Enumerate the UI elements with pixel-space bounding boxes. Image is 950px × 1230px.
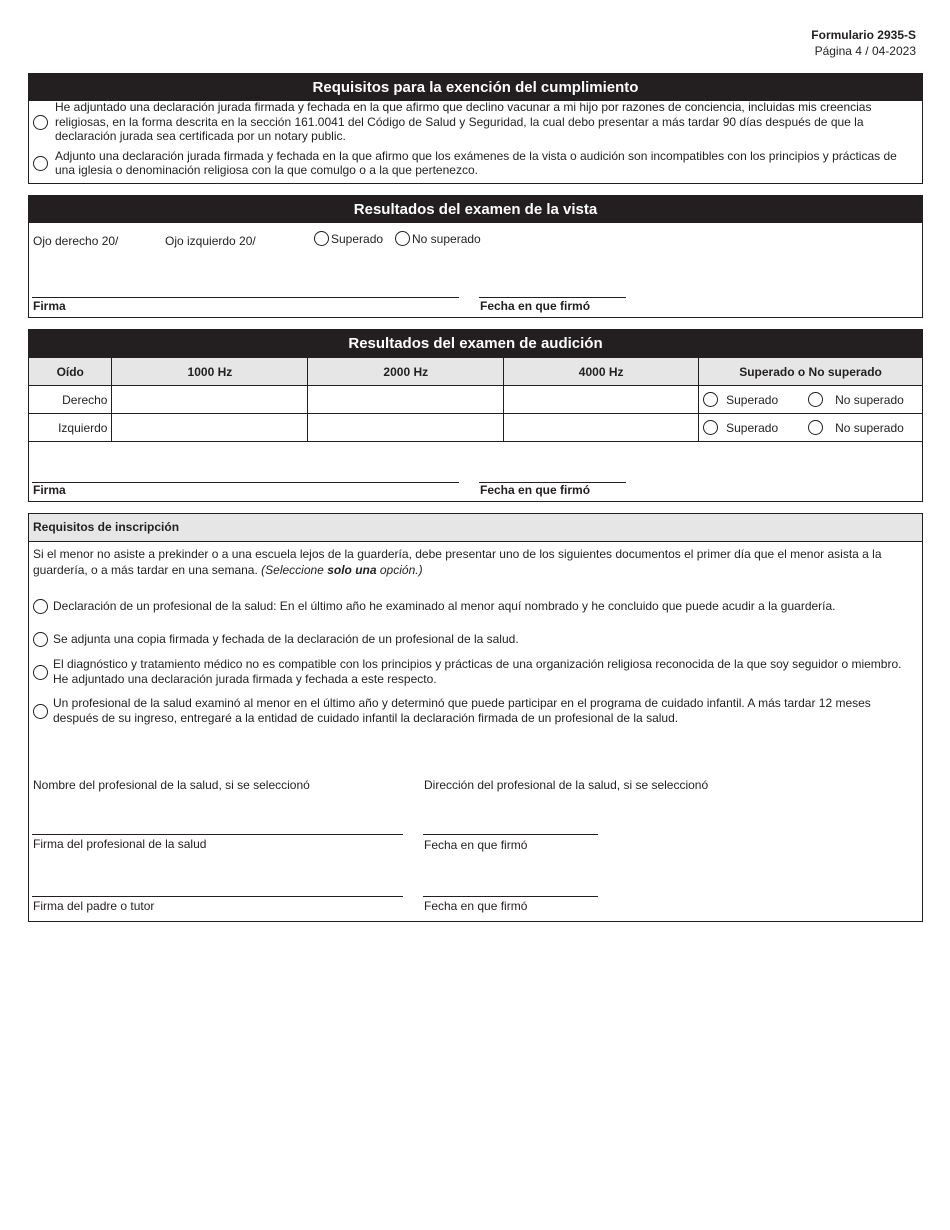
left-fail-option [808, 420, 904, 435]
vision-pass-option [314, 231, 383, 246]
right-ear-label: Derecho [29, 386, 112, 414]
exemption-option-conscience [33, 101, 918, 143]
professional-address-label: Dirección del profesional de la salud, si se seleccionó [424, 778, 709, 792]
left-pass-label: Superado [726, 420, 779, 435]
exemption-option-religious [33, 148, 918, 178]
hz1000-column-header: 1000 Hz [112, 358, 308, 386]
enrollment-deferred-radio[interactable] [33, 704, 48, 719]
left-fail-radio[interactable] [808, 420, 823, 435]
enrollment-option-deferred [33, 695, 914, 727]
enrollment-option-religious [33, 656, 914, 688]
professional-signature-line[interactable] [32, 834, 403, 835]
vision-section [28, 195, 923, 318]
enrollment-option-text: Declaración de un profesional de la salud: En el último año he examinado al menor aquí nombrado y he concluido que puede acudir a la guardería. [53, 598, 836, 613]
exemption-section [28, 73, 923, 184]
left-1000hz-cell[interactable] [112, 414, 308, 442]
right-2000hz-cell[interactable] [308, 386, 504, 414]
hearing-row-right [29, 386, 923, 414]
vision-fail-radio[interactable] [395, 231, 410, 246]
enrollment-intro-text: Si el menor no asiste a prekinder o a una escuela lejos de la guardería, debe presentar uno de los siguientes documentos el primer día que el menor asista a la guardería, o a más tardar en una semana. [33, 547, 882, 577]
right-result-cell [699, 386, 923, 414]
exemption-option-text: He adjuntado una declaración jurada firmada y fechada en la que afirmo que declino vacunar a mi hijo por razones de conciencia, incluidas mis creencias religiosas, en la forma descrita en la sección 161.0041 del Código de Salud y Seguridad, la cual debo presentar a más tardar 90 días después de que la declaración jurada sea certificada por un notary public. [55, 100, 872, 144]
hearing-signature-line[interactable] [32, 482, 459, 483]
vision-signature-line[interactable] [32, 297, 459, 298]
left-4000hz-cell[interactable] [504, 414, 699, 442]
vision-date-label: Fecha en que firmó [480, 299, 591, 313]
page-info: Página 4 / 04-2023 [814, 44, 916, 58]
right-4000hz-cell[interactable] [504, 386, 699, 414]
enrollment-option-text: Se adjunta una copia firmada y fechada de la declaración de un profesional de la salud. [53, 631, 519, 646]
hearing-table [29, 357, 923, 442]
right-pass-radio[interactable] [703, 392, 718, 407]
vision-signature-label: Firma [33, 299, 66, 313]
right-fail-label: No superado [835, 392, 904, 407]
enrollment-option-text: El diagnóstico y tratamiento médico no es compatible con los principios y prácticas de una organización religiosa reconocida de la que soy seguidor o miembro. He adjuntado una declaración jurada firmada y fechada a este respecto. [53, 657, 902, 686]
left-result-cell [699, 414, 923, 442]
ear-column-header: Oído [29, 358, 112, 386]
hearing-section [28, 329, 923, 502]
form-number: Formulario 2935-S [811, 28, 916, 42]
enrollment-copy-radio[interactable] [33, 632, 48, 647]
hearing-header-row [29, 358, 923, 386]
left-2000hz-cell[interactable] [308, 414, 504, 442]
enrollment-title: Requisitos de inscripción [29, 514, 922, 542]
professional-date-label: Fecha en que firmó [424, 838, 528, 852]
enrollment-option-text: Un profesional de la salud examinó al menor en el último año y determinó que puede participar en el programa de cuidado infantil. A más tardar 12 meses después de su ingreso, entregaré a la entidad de cuidado infantil la declaración firmada de un profesional de la salud. [53, 696, 871, 725]
hearing-date-label: Fecha en que firmó [480, 483, 591, 497]
result-column-header: Superado o No superado [699, 358, 923, 386]
exemption-title: Requisitos para la exención del cumplimiento [29, 74, 922, 101]
enrollment-intro [33, 547, 912, 578]
vision-pass-label: Superado [331, 231, 384, 246]
hearing-signature-label: Firma [33, 483, 66, 497]
professional-name-label: Nombre del profesional de la salud, si se seleccionó [33, 778, 310, 792]
left-pass-radio[interactable] [703, 420, 718, 435]
exemption-religious-radio[interactable] [33, 156, 48, 171]
vision-date-line[interactable] [479, 297, 626, 298]
right-fail-radio[interactable] [808, 392, 823, 407]
intro-note-pre: (Seleccione [261, 562, 328, 577]
left-ear-label: Izquierdo [29, 414, 112, 442]
parent-date-label: Fecha en que firmó [424, 899, 528, 913]
intro-note-post: opción.) [376, 562, 423, 577]
right-pass-label: Superado [726, 392, 779, 407]
parent-signature-line[interactable] [32, 896, 403, 897]
enrollment-statement-radio[interactable] [33, 599, 48, 614]
exemption-conscience-radio[interactable] [33, 115, 48, 130]
parent-date-line[interactable] [423, 896, 598, 897]
right-eye-label: Ojo derecho 20/ [33, 234, 119, 248]
exemption-option-text: Adjunto una declaración jurada firmada y fechada en la que afirmo que los exámenes de la vista o audición son incompatibles con los principios y prácticas de una iglesia o denominación religiosa con la que comulgo o a la que pertenezco. [55, 148, 897, 177]
vision-title: Resultados del examen de la vista [29, 196, 922, 223]
vision-fail-label: No superado [412, 231, 481, 246]
vision-pass-radio[interactable] [314, 231, 329, 246]
professional-signature-label: Firma del profesional de la salud [33, 837, 207, 851]
enrollment-section [28, 513, 923, 922]
professional-date-line[interactable] [423, 834, 598, 835]
right-fail-option [808, 392, 904, 407]
intro-note-bold: solo una [327, 562, 377, 577]
hearing-title: Resultados del examen de audición [29, 330, 922, 357]
right-1000hz-cell[interactable] [112, 386, 308, 414]
enrollment-option-statement [33, 596, 914, 616]
parent-signature-label: Firma del padre o tutor [33, 899, 155, 913]
vision-fail-option [395, 231, 481, 246]
hearing-row-left [29, 414, 923, 442]
enrollment-religious-radio[interactable] [33, 665, 48, 680]
left-eye-label: Ojo izquierdo 20/ [165, 234, 256, 248]
left-fail-label: No superado [835, 420, 904, 435]
left-pass-option [703, 420, 778, 435]
hz2000-column-header: 2000 Hz [308, 358, 504, 386]
right-pass-option [703, 392, 778, 407]
enrollment-option-copy [33, 629, 914, 649]
hz4000-column-header: 4000 Hz [504, 358, 699, 386]
